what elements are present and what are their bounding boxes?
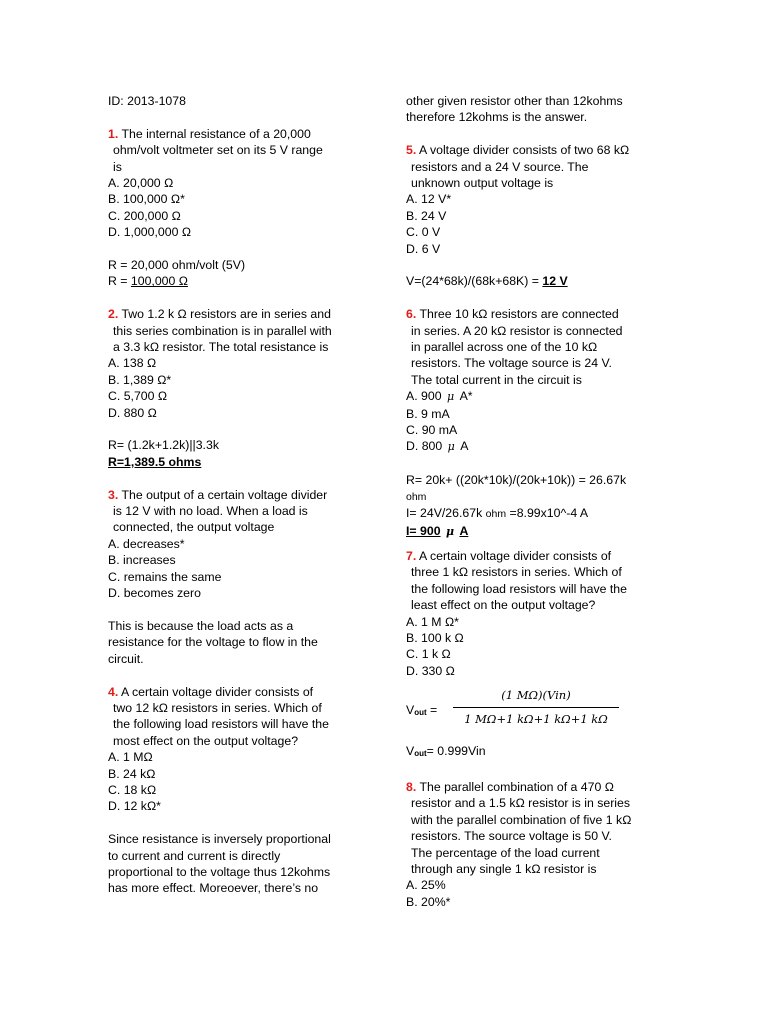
option-a: A. 138 Ω: [108, 356, 157, 371]
option-d: D. 6 V: [406, 241, 441, 256]
equals-sign: =: [426, 703, 438, 718]
question-stem-line: through any single 1 kΩ resistor is: [411, 861, 597, 876]
question-stem-line: resistors. The source voltage is 50 V.: [411, 829, 612, 844]
vout-result: [406, 743, 668, 762]
question-number: 1.: [108, 126, 119, 141]
explanation-line: proportional to the voltage thus 12kohms: [108, 864, 331, 879]
solution-line: R= (1.2k+1.2k)||3.3k: [108, 438, 219, 453]
question-stem-line: Two 1.2 k Ω resistors are in series and: [121, 307, 331, 322]
question-stem-line: A voltage divider consists of two 68 kΩ: [419, 143, 630, 158]
option-b: B. 24 kΩ: [108, 766, 156, 781]
question-5: [406, 142, 668, 290]
question-stem-line: the following load resistors will have the: [113, 717, 329, 732]
solution-answer: 100,000 Ω: [130, 274, 188, 289]
question-stem-line: ohm/volt voltmeter set on its 5 V range: [113, 143, 323, 158]
option-c: C. 5,700 Ω: [108, 389, 168, 404]
option-a: A. 20,000 Ω: [108, 176, 174, 191]
explanation-line: Since resistance is inversely proportional: [108, 832, 331, 847]
option-a: A. 25%: [406, 878, 446, 893]
question-7: [406, 548, 668, 763]
explanation-line: resistance for the voltage to flow in the: [108, 635, 318, 650]
option-d: D. 1,000,000 Ω: [108, 225, 192, 240]
solution-line: R = 20,000 ohm/volt (5V): [108, 258, 246, 273]
question-stem-line: with the parallel combination of five 1 kΩ: [411, 812, 632, 827]
question-stem-line: A certain voltage divider consists of: [121, 684, 314, 699]
fraction-denominator: 1 MΩ+1 kΩ+1 kΩ+1 kΩ: [464, 711, 608, 726]
answer-text: A: [459, 523, 469, 538]
question-stem-line: is 12 V with no load. When a load is: [113, 504, 308, 519]
option-d: D. becomes zero: [108, 586, 201, 601]
option-a: A. decreases*: [108, 536, 185, 551]
option-d: [406, 438, 668, 455]
option-b: B. 100,000 Ω*: [108, 192, 185, 207]
option-a: [406, 388, 668, 405]
question-number: 3.: [108, 487, 119, 502]
vout-symbol: V: [406, 703, 415, 718]
question-8: [406, 779, 668, 910]
solution-line: [108, 273, 370, 289]
solution-answer: R=1,389.5 ohms: [108, 454, 202, 469]
answer-text: I= 900: [406, 523, 441, 538]
fraction-numerator: (1 MΩ)(Vin): [501, 688, 571, 703]
option-a: A. 12 V*: [406, 192, 452, 207]
option-text: A*: [459, 389, 473, 404]
question-stem-line: unknown output voltage is: [411, 176, 554, 191]
question-stem-line: least effect on the output voltage?: [411, 598, 596, 613]
question-stem-line: The total current in the circuit is: [411, 372, 582, 387]
fraction: [453, 687, 619, 727]
question-stem-line: The internal resistance of a 20,000: [121, 126, 311, 141]
mu-symbol: μ: [445, 524, 455, 538]
option-a: A. 1 M Ω*: [406, 614, 459, 629]
question-stem-line: A certain voltage divider consists of: [419, 548, 612, 563]
question-stem-line: two 12 kΩ resistors in series. Which of: [113, 700, 322, 715]
explanation-line: other given resistor other than 12kohms: [406, 94, 623, 108]
option-d: D. 880 Ω: [108, 405, 157, 420]
solution-line: R= 20k+ ((20k*10k)/(20k+10k)) = 26.67k: [406, 473, 627, 488]
question-number: 6.: [406, 307, 417, 322]
explanation-line: This is because the load acts as a: [108, 618, 294, 633]
question-6: [406, 306, 668, 540]
solution-line: [406, 505, 668, 522]
option-b: B. 1,389 Ω*: [108, 372, 172, 387]
question-number: 8.: [406, 779, 417, 794]
vout-subscript: out: [414, 708, 427, 718]
option-b: B. increases: [108, 553, 176, 568]
option-b: B. 100 k Ω: [406, 630, 464, 645]
question-stem-line: The percentage of the load current: [411, 845, 600, 860]
question-stem-line: a 3.3 kΩ resistor. The total resistance is: [113, 340, 329, 355]
option-text: A: [460, 439, 469, 454]
question-stem-line: three 1 kΩ resistors in series. Which of: [411, 565, 622, 580]
option-c: C. 1 k Ω: [406, 647, 451, 662]
question-number: 2.: [108, 307, 119, 322]
question-4: [108, 684, 370, 897]
question-stem-line: The output of a certain voltage divider: [121, 487, 328, 502]
question-stem-line: is: [113, 159, 122, 174]
solution-prefix: R =: [108, 274, 131, 289]
option-a: A. 1 MΩ: [108, 750, 153, 765]
vout-value: = 0.999Vin: [426, 744, 486, 759]
question-stem-line: The parallel combination of a 470 Ω: [419, 779, 614, 794]
question-stem-line: resistors. The voltage source is 24 V.: [411, 356, 612, 371]
left-column: [108, 93, 370, 897]
solution-prefix: V=(24*68k)/(68k+68K) =: [406, 274, 543, 289]
solution-line: [406, 273, 668, 289]
option-c: C. 0 V: [406, 225, 441, 240]
option-b: B. 20%*: [406, 894, 451, 909]
question-stem-line: resistors and a 24 V source. The: [411, 159, 589, 174]
student-id: ID: 2013-1078: [108, 94, 186, 108]
question-number: 5.: [406, 143, 417, 158]
solution-answer: 12 V: [542, 274, 568, 289]
solution-line: ohm: [406, 490, 427, 503]
solution-unit: ohm: [485, 508, 507, 521]
mu-symbol: μ: [447, 440, 455, 454]
question-stem-line: the following load resistors will have the: [411, 581, 627, 596]
option-d: D. 12 kΩ*: [108, 799, 161, 814]
question-stem-line: most effect on the output voltage?: [113, 733, 299, 748]
option-b: B. 24 V: [406, 208, 447, 223]
option-d: D. 330 Ω: [406, 663, 455, 678]
explanation-line: circuit.: [108, 651, 144, 666]
vout-symbol: V: [406, 744, 415, 759]
option-c: C. 90 mA: [406, 423, 458, 438]
question-3: [108, 487, 370, 667]
option-c: C. 18 kΩ: [108, 782, 157, 797]
option-text: D. 800: [406, 439, 443, 454]
question-2: [108, 306, 370, 470]
mu-symbol: μ: [446, 390, 455, 404]
solution-text: =8.99x10^-4 A: [506, 506, 589, 521]
question-number: 4.: [108, 684, 119, 699]
option-b: B. 9 mA: [406, 406, 450, 421]
option-c: C. remains the same: [108, 569, 222, 584]
explanation-line: therefore 12kohms is the answer.: [406, 110, 588, 125]
solution-answer: [406, 523, 668, 540]
solution-text: I= 24V/26.67k: [406, 506, 486, 521]
option-text: A. 900: [406, 389, 442, 404]
explanation-line: to current and current is directly: [108, 848, 281, 863]
question-stem-line: connected, the output voltage: [113, 520, 275, 535]
vout-subscript: out: [414, 749, 427, 759]
explanation-line: has more effect. Moreoever, there’s no: [108, 881, 319, 896]
question-stem-line: resistor and a 1.5 kΩ resistor is in series: [411, 796, 631, 811]
vout-formula: [406, 687, 668, 735]
option-c: C. 200,000 Ω: [108, 208, 181, 223]
question-number: 7.: [406, 548, 417, 563]
question-stem-line: this series combination is in parallel with: [113, 323, 332, 338]
right-column: [406, 93, 668, 910]
question-stem-line: in series. A 20 kΩ resistor is connected: [411, 323, 623, 338]
question-stem-line: Three 10 kΩ resistors are connected: [419, 307, 619, 322]
question-stem-line: in parallel across one of the 10 kΩ: [411, 340, 598, 355]
question-1: [108, 126, 370, 290]
